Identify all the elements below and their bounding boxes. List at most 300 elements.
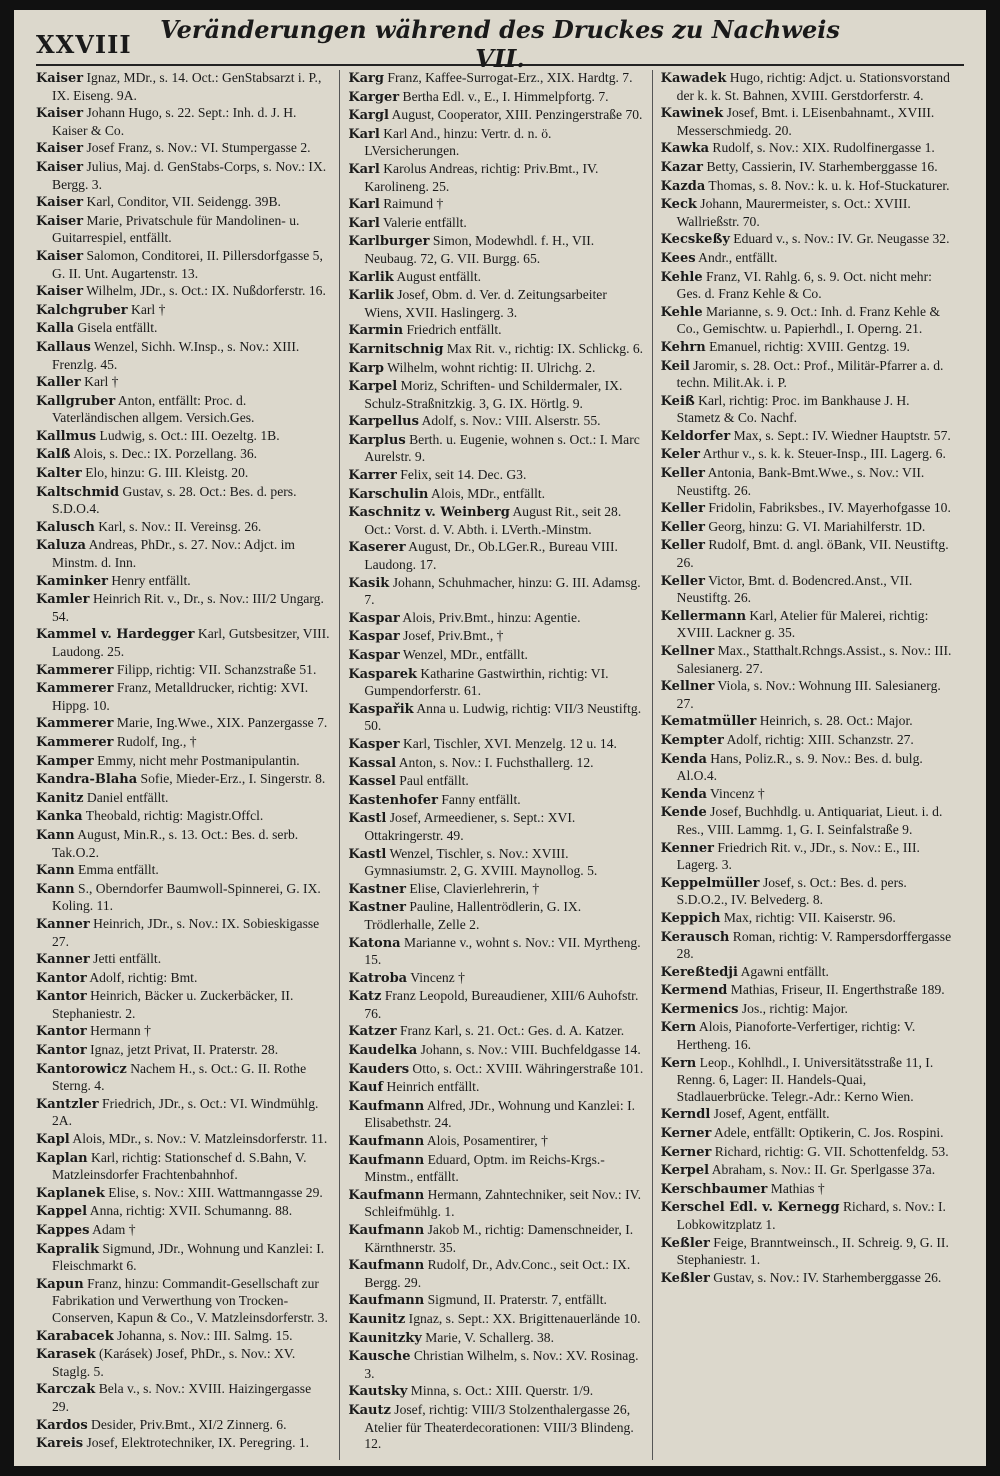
entry-details: Gustav, s. Nov.: IV. Starhemberggasse 26. (709, 1269, 942, 1285)
directory-entry (36, 1042, 331, 1060)
entry-details: Ignaz, MDr., s. 14. Oct.: GenStabsarzt i. P., IX. Eiseng. 9A. (52, 70, 322, 103)
entry-details: Henry entfällt. (108, 572, 191, 588)
directory-columns (36, 70, 964, 1460)
directory-entry (36, 662, 331, 680)
entry-details: Karl, Atelier für Malerei, richtig: XVIII. Lackner g. 35. (676, 607, 929, 641)
entry-details: Antonia, Bank-Bmt.Wwe., s. Nov.: VII. Neustiftg. 26. (676, 465, 925, 498)
entry-details: Emanuel, richtig: XVIII. Gentzg. 19. (705, 338, 910, 354)
page-header (36, 15, 964, 73)
entry-details: Adolf, s. Nov.: VIII. Alserstr. 55. (418, 413, 601, 429)
entry-surname: Kaplanek (36, 1185, 105, 1201)
directory-entry (36, 302, 331, 320)
entry-surname: Karmin (348, 323, 404, 339)
directory-entry (348, 881, 643, 899)
entry-surname: Kastl (348, 846, 387, 862)
entry-details: Alfred, JDr., Wohnung und Kanzlei: I. Elisabethstr. 24. (364, 1097, 636, 1131)
entry-surname: Kaufmann (348, 1098, 425, 1114)
entry-details: Eduard v., s. Nov.: IV. Gr. Neugasse 32. (729, 231, 950, 247)
entry-details: (Karásek) Josef, PhDr., s. Nov.: XV. Staglg. 5. (52, 1346, 296, 1379)
directory-entry (661, 537, 956, 571)
directory-entry (348, 1348, 643, 1382)
entry-surname: Kern (660, 1020, 697, 1036)
entry-details: Ignaz, jetzt Privat, II. Praterstr. 28. (86, 1042, 279, 1058)
directory-entry (661, 465, 956, 499)
directory-entry (36, 680, 331, 714)
directory-entry (348, 1098, 643, 1132)
entry-surname: Keldorfer (660, 428, 731, 444)
directory-entry (348, 755, 643, 773)
entry-surname: Kerschel Edl. v. Kernegg (660, 1200, 840, 1216)
entry-details: Marianne, s. 9. Oct.: Inh. d. Franz Kehle & Co., Gemischtw. u. Papierhdl., I. Operng. 21. (676, 303, 941, 337)
entry-surname: Kawinek (660, 106, 724, 122)
directory-entry (661, 250, 956, 268)
directory-entry (661, 713, 956, 731)
entry-surname: Karger (348, 89, 400, 105)
directory-entry (36, 140, 331, 158)
entry-details: Marie, V. Schallerg. 38. (421, 1329, 554, 1345)
entry-surname: Karl (348, 215, 380, 231)
entry-details: Feige, Branntweinsch., II. Schreig. 9, G. II. Stephaniestr. 1. (676, 1234, 949, 1268)
entry-details: Katharine Gastwirthin, richtig: VI. Gumpendorferstr. 61. (364, 665, 609, 699)
entry-details: August entfällt. (393, 268, 482, 284)
entry-surname: Kastner (348, 881, 406, 897)
entry-details: Wilhelm, wohnt richtig: II. Ulrichg. 2. (384, 359, 596, 375)
entry-details: Josef Franz, s. Nov.: VI. Stumpergasse 2. (83, 140, 311, 156)
page-number: XXVIII (36, 29, 132, 59)
column-2 (339, 70, 651, 1460)
directory-entry (348, 504, 643, 538)
directory-entry (661, 105, 956, 139)
entry-surname: Kaiser (36, 159, 84, 175)
entry-details: Franz, VI. Rahlg. 6, s. 9. Oct. nicht mehr: Ges. d. Franz Kehle & Co. (676, 268, 932, 302)
entry-surname: Katzer (348, 1024, 397, 1040)
entry-surname: Kaller (36, 375, 81, 391)
entry-surname: Kallaus (36, 339, 91, 355)
entry-surname: Kaiser (36, 195, 84, 211)
directory-entry (348, 126, 643, 160)
directory-entry (36, 1061, 331, 1095)
entry-surname: Kanner (36, 952, 90, 968)
entry-details: Johann, s. Nov.: VIII. Buchfeldgasse 14. (417, 1042, 641, 1058)
entry-surname: Kenner (660, 840, 714, 856)
entry-surname: Keller (660, 466, 705, 482)
entry-details: Andreas, PhDr., s. 27. Nov.: Adjct. im Minstm. d. Inn. (52, 537, 295, 571)
entry-details: Adolf, richtig: Bmt. (86, 969, 198, 985)
entry-details: Jos., richtig: Major. (738, 1000, 848, 1016)
directory-entry (661, 519, 956, 537)
entry-surname: Kastner (348, 900, 406, 916)
entry-details: Daniel entfällt. (83, 789, 169, 805)
directory-entry (36, 916, 331, 950)
directory-entry (661, 304, 956, 338)
column-3 (652, 70, 964, 1460)
directory-entry (661, 982, 956, 1000)
entry-surname: Kaufmann (348, 1293, 425, 1309)
entry-details: Friedrich, JDr., s. Oct.: VI. Windmühlg. 2A. (52, 1095, 319, 1129)
directory-entry (661, 1001, 956, 1019)
directory-entry (348, 575, 643, 609)
entry-details: Bela v., s. Nov.: XVIII. Haizingergasse 29. (52, 1381, 312, 1414)
directory-entry (348, 360, 643, 378)
directory-entry (348, 1152, 643, 1186)
entry-surname: Kardos (36, 1417, 88, 1433)
directory-entry (661, 732, 956, 750)
directory-entry (661, 393, 956, 427)
directory-entry (348, 1222, 643, 1256)
directory-entry (348, 1402, 643, 1453)
entry-details: August, Min.R., s. 13. Oct.: Bes. d. serb. Tak.O.2. (52, 826, 299, 860)
entry-details: Gustav, s. 28. Oct.: Bes. d. pers. S.D.O.4. (52, 483, 297, 517)
directory-entry (661, 1181, 956, 1199)
directory-entry (661, 196, 956, 230)
directory-entry (661, 1270, 956, 1288)
directory-entry (348, 215, 643, 233)
directory-entry (661, 269, 956, 303)
entry-surname: Karnitschnig (348, 341, 444, 357)
entry-details: Hermann, Zahntechniker, seit Nov.: IV. Schleifmühlg. 1. (364, 1186, 642, 1220)
entry-surname: Kantor (36, 989, 87, 1005)
entry-surname: Kenda (660, 751, 707, 767)
directory-entry (36, 1381, 331, 1415)
directory-entry (661, 159, 956, 177)
entry-surname: Keller (660, 573, 705, 589)
entry-surname: Kaunitz (348, 1311, 406, 1327)
directory-entry (348, 1133, 643, 1151)
entry-surname: Keller (660, 519, 705, 535)
entry-details: Bertha Edl. v., E., I. Himmelpfortg. 7. (399, 88, 609, 104)
entry-surname: Kellermann (660, 608, 747, 624)
directory-entry (661, 573, 956, 607)
entry-surname: Kempter (660, 732, 724, 748)
entry-surname: Kautz (348, 1402, 391, 1418)
directory-entry (348, 792, 643, 810)
directory-entry (348, 773, 643, 791)
entry-details: Karolus Andreas, richtig: Priv.Bmt., IV. Karolineng. 25. (364, 160, 599, 194)
entry-surname: Kantorowicz (36, 1061, 127, 1077)
entry-details: Alois, MDr., entfällt. (428, 485, 546, 501)
entry-surname: Keck (660, 197, 697, 213)
entry-details: Heinrich, JDr., s. Nov.: IX. Sobieskigasse 27. (52, 915, 320, 949)
entry-surname: Kammerer (36, 662, 114, 678)
entry-surname: Kazda (660, 178, 706, 194)
entry-surname: Kaiser (36, 284, 84, 300)
directory-entry (36, 537, 331, 571)
entry-details: Josef, richtig: VIII/3 Stolzenthalergasse 26, Atelier für Theaterdecorationen: VIII/3 Blindeng. 12. (364, 1401, 634, 1452)
entry-surname: Kawadek (660, 71, 727, 86)
entry-surname: Kann (36, 863, 75, 879)
entry-surname: Keppelmüller (660, 875, 760, 891)
entry-surname: Kaufmann (348, 1258, 425, 1274)
entry-details: Betty, Cassierin, IV. Starhemberggasse 16. (703, 158, 938, 174)
directory-entry (348, 467, 643, 485)
entry-surname: Kereßtedji (660, 964, 738, 980)
entry-surname: Kerpel (660, 1163, 710, 1179)
directory-entry (36, 1023, 331, 1041)
directory-entry (661, 1162, 956, 1180)
entry-surname: Kenda (660, 786, 707, 802)
entry-details: Mathias, Friseur, II. Engerthstraße 189. (727, 982, 945, 998)
entry-details: Roman, richtig: V. Rampersdorffergasse 28. (676, 928, 952, 962)
directory-entry (661, 446, 956, 464)
entry-surname: Kellner (660, 644, 715, 659)
directory-entry (661, 500, 956, 518)
entry-surname: Kallgruber (36, 393, 116, 409)
entry-details: Karl, richtig: Stationschef d. S.Bahn, V. Matzleinsdorfer Frachtenbahnhof. (52, 1149, 307, 1183)
entry-details: Fanny entfällt. (437, 791, 521, 807)
entry-surname: Kassal (348, 755, 397, 771)
directory-entry (36, 970, 331, 988)
entry-surname: Kerausch (660, 929, 730, 945)
directory-entry (661, 1106, 956, 1124)
entry-surname: Kanitz (36, 790, 84, 806)
entry-surname: Katroba (348, 970, 408, 986)
directory-entry (661, 804, 956, 838)
entry-details: Alois, Posamentirer, † (424, 1133, 548, 1149)
entry-details: Franz, Kaffee-Surrogat-Erz., XIX. Hardtg. 7. (384, 70, 633, 85)
entry-surname: Kautsky (348, 1384, 408, 1400)
entry-details: Andr., entfällt. (695, 249, 778, 265)
entry-surname: Kalusch (36, 519, 95, 535)
entry-details: Sigmund, II. Praterstr. 7, entfällt. (424, 1292, 607, 1308)
entry-surname: Kaiser (36, 71, 84, 86)
entry-details: Emmy, nicht mehr Postmanipulantin. (93, 752, 300, 768)
entry-details: Josef, Elektrotechniker, IX. Peregring. 1. (83, 1435, 310, 1451)
entry-details: Franz, hinzu: Commandit-Gesellschaft zur Fabrikation und Verwerthung von Trocken-Conserven, Kapun & Co., V. Matzleinsdorferstr. 3. (52, 1275, 328, 1325)
entry-details: Vincenz † (706, 785, 765, 801)
entry-surname: Kann (36, 827, 75, 843)
directory-entry (661, 875, 956, 909)
entry-details: Friedrich Rit. v., JDr., s. Nov.: E., III. Lagerg. 3. (676, 839, 920, 873)
directory-entry (348, 666, 643, 700)
entry-details: Hermann † (86, 1023, 151, 1039)
directory-entry (661, 643, 956, 677)
entry-surname: Kaufmann (348, 1152, 425, 1168)
entry-details: Wenzel, Tischler, s. Nov.: XVIII. Gymnasiumstr. 2, G. XVIII. Maynollog. 5. (364, 845, 598, 879)
entry-surname: Karg (348, 71, 384, 86)
entry-surname: Kammel v. Hardegger (36, 627, 195, 643)
entry-details: Wenzel, Sichh. W.Insp., s. Nov.: XIII. Frenzlg. 45. (52, 338, 300, 372)
directory-entry (36, 827, 331, 861)
entry-details: Karl, richtig: Proc. im Bankhause J. H. Stametz & Co. Nachf. (676, 392, 910, 426)
directory-entry (661, 1019, 956, 1053)
directory-entry (36, 771, 331, 789)
entry-surname: Kanner (36, 916, 90, 932)
directory-entry (661, 1144, 956, 1162)
directory-entry (661, 70, 956, 104)
directory-entry (348, 970, 643, 988)
directory-entry (36, 1435, 331, 1453)
entry-surname: Karplus (348, 432, 406, 448)
entry-surname: Karlburger (348, 234, 430, 250)
directory-entry (661, 428, 956, 446)
entry-details: Valerie entfällt. (379, 214, 467, 230)
entry-details: Jakob M., richtig: Damenschneider, I. Kärnthnerstr. 35. (364, 1222, 634, 1255)
entry-surname: Kaufmann (348, 1223, 425, 1238)
entry-details: Karl, Tischler, XVI. Menzelg. 12 u. 14. (399, 735, 617, 751)
entry-details: Ignaz, s. Sept.: XX. Brigittenauerlände 10. (405, 1310, 641, 1326)
directory-entry (661, 358, 956, 392)
directory-entry (348, 628, 643, 646)
entry-details: Alois, MDr., s. Nov.: V. Matzleinsdorferstr. 11. (69, 1131, 328, 1147)
directory-entry (36, 374, 331, 392)
entry-surname: Kaspar (348, 648, 400, 663)
directory-entry (661, 840, 956, 874)
entry-surname: Kellner (660, 679, 715, 695)
entry-details: Leop., Kohlhdl., I. Universitätsstraße 11, I. Renng. 6, Lager: II. Handels-Quai, Stadlauerbrücke. Telegr.-Adr.: Kerno Wien. (676, 1054, 934, 1104)
directory-entry (348, 988, 643, 1022)
entry-details: Ludwig, s. Oct.: III. Oezeltg. 1B. (96, 427, 280, 443)
entry-details: Rudolf, Dr., Adv.Conc., seit Oct.: IX. Bergg. 29. (364, 1257, 631, 1290)
directory-page (14, 10, 986, 1466)
entry-details: Marie, Privatschule für Mandolinen- u. Guitarrespiel, entfällt. (52, 212, 300, 246)
entry-details: Desider, Priv.Bmt., XI/2 Zinnerg. 6. (87, 1416, 287, 1432)
entry-details: Mathias † (767, 1180, 825, 1196)
directory-entry (36, 951, 331, 969)
directory-entry (348, 1383, 643, 1401)
entry-details: S., Oberndorfer Baumwoll-Spinnerei, G. IX. Koling. 11. (52, 880, 321, 914)
entry-details: Karl † (80, 374, 119, 390)
entry-details: Heinrich entfällt. (383, 1079, 480, 1095)
entry-details: Johann Hugo, s. 22. Sept.: Inh. d. J. H. Kaiser & Co. (52, 105, 297, 138)
directory-entry (36, 1131, 331, 1149)
entry-details: August, Cooperator, XIII. Penzingerstraße 70. (388, 107, 643, 123)
directory-entry (36, 1096, 331, 1130)
entry-surname: Kandra-Blaha (36, 772, 138, 788)
directory-entry (36, 1346, 331, 1380)
directory-entry (661, 1235, 956, 1269)
entry-surname: Kalchgruber (36, 302, 128, 318)
directory-entry (348, 1061, 643, 1079)
entry-details: Adam † (89, 1222, 136, 1237)
entry-surname: Kallmus (36, 428, 97, 444)
directory-entry (36, 159, 331, 193)
entry-details: Hugo, richtig: Adjct. u. Stationsvorstand der k. k. St. Bahnen, XVIII. Gerstdorferstr. 4. (676, 70, 950, 103)
entry-surname: Kehrn (660, 339, 706, 355)
entry-surname: Kawka (660, 141, 709, 157)
entry-surname: Karl (348, 161, 380, 177)
entry-details: Alois, Priv.Bmt., hinzu: Agentie. (399, 609, 581, 625)
entry-surname: Kaltschmid (36, 484, 120, 500)
entry-details: Wilhelm, JDr., s. Oct.: IX. Nußdorferstr. 16. (83, 283, 326, 299)
entry-surname: Keiß (660, 393, 695, 409)
directory-entry (348, 1079, 643, 1097)
entry-surname: Kamler (36, 592, 90, 608)
entry-surname: Kantzler (36, 1096, 99, 1112)
entry-details: Viola, s. Nov.: Wohnung III. Salesianerg. 27. (676, 678, 941, 711)
entry-details: Simon, Modewhdl. f. H., VII. Neubaug. 72, G. VII. Burgg. 65. (364, 233, 595, 266)
entry-details: Rudolf, Ing., † (113, 733, 197, 749)
entry-details: Franz Karl, s. 21. Oct.: Ges. d. A. Katzer. (396, 1023, 625, 1039)
entry-details: Max, richtig: VII. Kaiserstr. 96. (720, 909, 896, 925)
entry-surname: Kaiser (36, 248, 84, 264)
entry-surname: Karabacek (36, 1328, 114, 1344)
directory-entry (348, 378, 643, 412)
entry-details: Max, s. Sept.: IV. Wiedner Hauptstr. 57. (730, 427, 951, 443)
entry-details: Rudolf, Bmt. d. angl. öBank, VII. Neustiftg. 26. (676, 537, 949, 571)
directory-entry (348, 432, 643, 466)
directory-entry (36, 862, 331, 880)
entry-surname: Kehle (660, 269, 703, 285)
entry-details: Fridolin, Fabriksbes., IV. Mayerhofgasse 10. (704, 500, 951, 516)
directory-entry (661, 1055, 956, 1106)
entry-details: Josef, Priv.Bmt., † (399, 628, 504, 644)
entry-details: Johanna, s. Nov.: III. Salmg. 15. (113, 1327, 293, 1343)
directory-entry (661, 231, 956, 249)
entry-surname: Kammerer (36, 716, 114, 732)
entry-details: Agawni entfällt. (737, 963, 829, 979)
entry-details: Sigmund, JDr., Wohnung und Kanzlei: I. Fleischmarkt 6. (52, 1240, 325, 1274)
entry-surname: Kaiser (36, 106, 84, 122)
entry-surname: Kapun (36, 1276, 84, 1292)
entry-details: Raimund † (379, 196, 444, 212)
directory-entry (36, 734, 331, 752)
entry-details: Hans, Poliz.R., s. 9. Nov.: Bes. d. bulg. Al.O.4. (676, 750, 923, 784)
entry-details: Filipp, richtig: VII. Schanzstraße 51. (113, 661, 317, 677)
entry-surname: Karasek (36, 1347, 96, 1363)
entry-surname: Kern (660, 1055, 697, 1071)
entry-surname: Kaspařik (348, 701, 414, 717)
entry-surname: Kalla (36, 321, 75, 337)
entry-surname: Kaserer (348, 540, 406, 556)
entry-details: Jaromir, s. 28. Oct.: Prof., Militär-Pfarrer a. d. techn. Milit.Ak. i. P. (676, 357, 944, 391)
directory-entry (348, 196, 643, 214)
entry-surname: Keppich (660, 910, 721, 926)
directory-entry (36, 1203, 331, 1221)
directory-entry (661, 1199, 956, 1233)
entry-details: Alois, s. Dec.: IX. Porzellang. 36. (70, 446, 258, 462)
entry-surname: Karl (348, 197, 380, 213)
entry-details: Gisela entfällt. (74, 320, 158, 336)
entry-surname: Kantor (36, 970, 87, 986)
directory-entry (36, 70, 331, 104)
entry-surname: Kaiser (36, 213, 84, 229)
directory-entry (36, 283, 331, 301)
directory-entry (661, 786, 956, 804)
entry-details: Felix, seit 14. Dec. G3. (396, 467, 527, 483)
directory-entry (36, 753, 331, 771)
entry-details: Max Rit. v., richtig: IX. Schlickg. 6. (443, 340, 644, 356)
entry-surname: Kalter (36, 466, 82, 482)
directory-entry (348, 647, 643, 665)
directory-entry (36, 339, 331, 373)
entry-surname: Kappel (36, 1204, 88, 1220)
directory-entry (36, 1276, 331, 1327)
entry-details: Adolf, richtig: XIII. Schanzstr. 27. (723, 731, 914, 747)
directory-entry (36, 194, 331, 212)
entry-details: Franz, Metalldrucker, richtig: XVI. Hippg. 10. (52, 680, 309, 713)
entry-details: Richard, richtig: G. VII. Schottenfeldg. 53. (711, 1143, 949, 1159)
entry-surname: Karpel (348, 379, 398, 395)
entry-surname: Kaufmann (348, 1187, 425, 1203)
directory-entry (36, 881, 331, 915)
entry-surname: Kaufmann (348, 1134, 425, 1150)
entry-details: Paul entfällt. (395, 773, 469, 789)
entry-details: Friedrich entfällt. (403, 322, 502, 338)
entry-details: Julius, Maj. d. GenStabs-Corps, s. Nov.: IX. Bergg. 3. (52, 158, 327, 192)
entry-details: Karl, s. Nov.: II. Vereinsg. 26. (94, 518, 262, 534)
entry-details: Alois, Pianoforte-Verfertiger, richtig: V. Hertheng. 16. (676, 1019, 916, 1053)
directory-entry (661, 964, 956, 982)
entry-details: August, Dr., Ob.LGer.R., Bureau VIII. Laudong. 17. (364, 539, 618, 573)
directory-entry (36, 626, 331, 660)
entry-surname: Kanka (36, 809, 83, 825)
entry-surname: Kastl (348, 811, 387, 827)
directory-entry (348, 701, 643, 735)
entry-surname: Kareis (36, 1436, 84, 1452)
page-title: Veränderungen während des Druckes zu Nachweis VII. (160, 15, 840, 73)
directory-entry (348, 1187, 643, 1221)
entry-surname: Karl (348, 126, 380, 142)
